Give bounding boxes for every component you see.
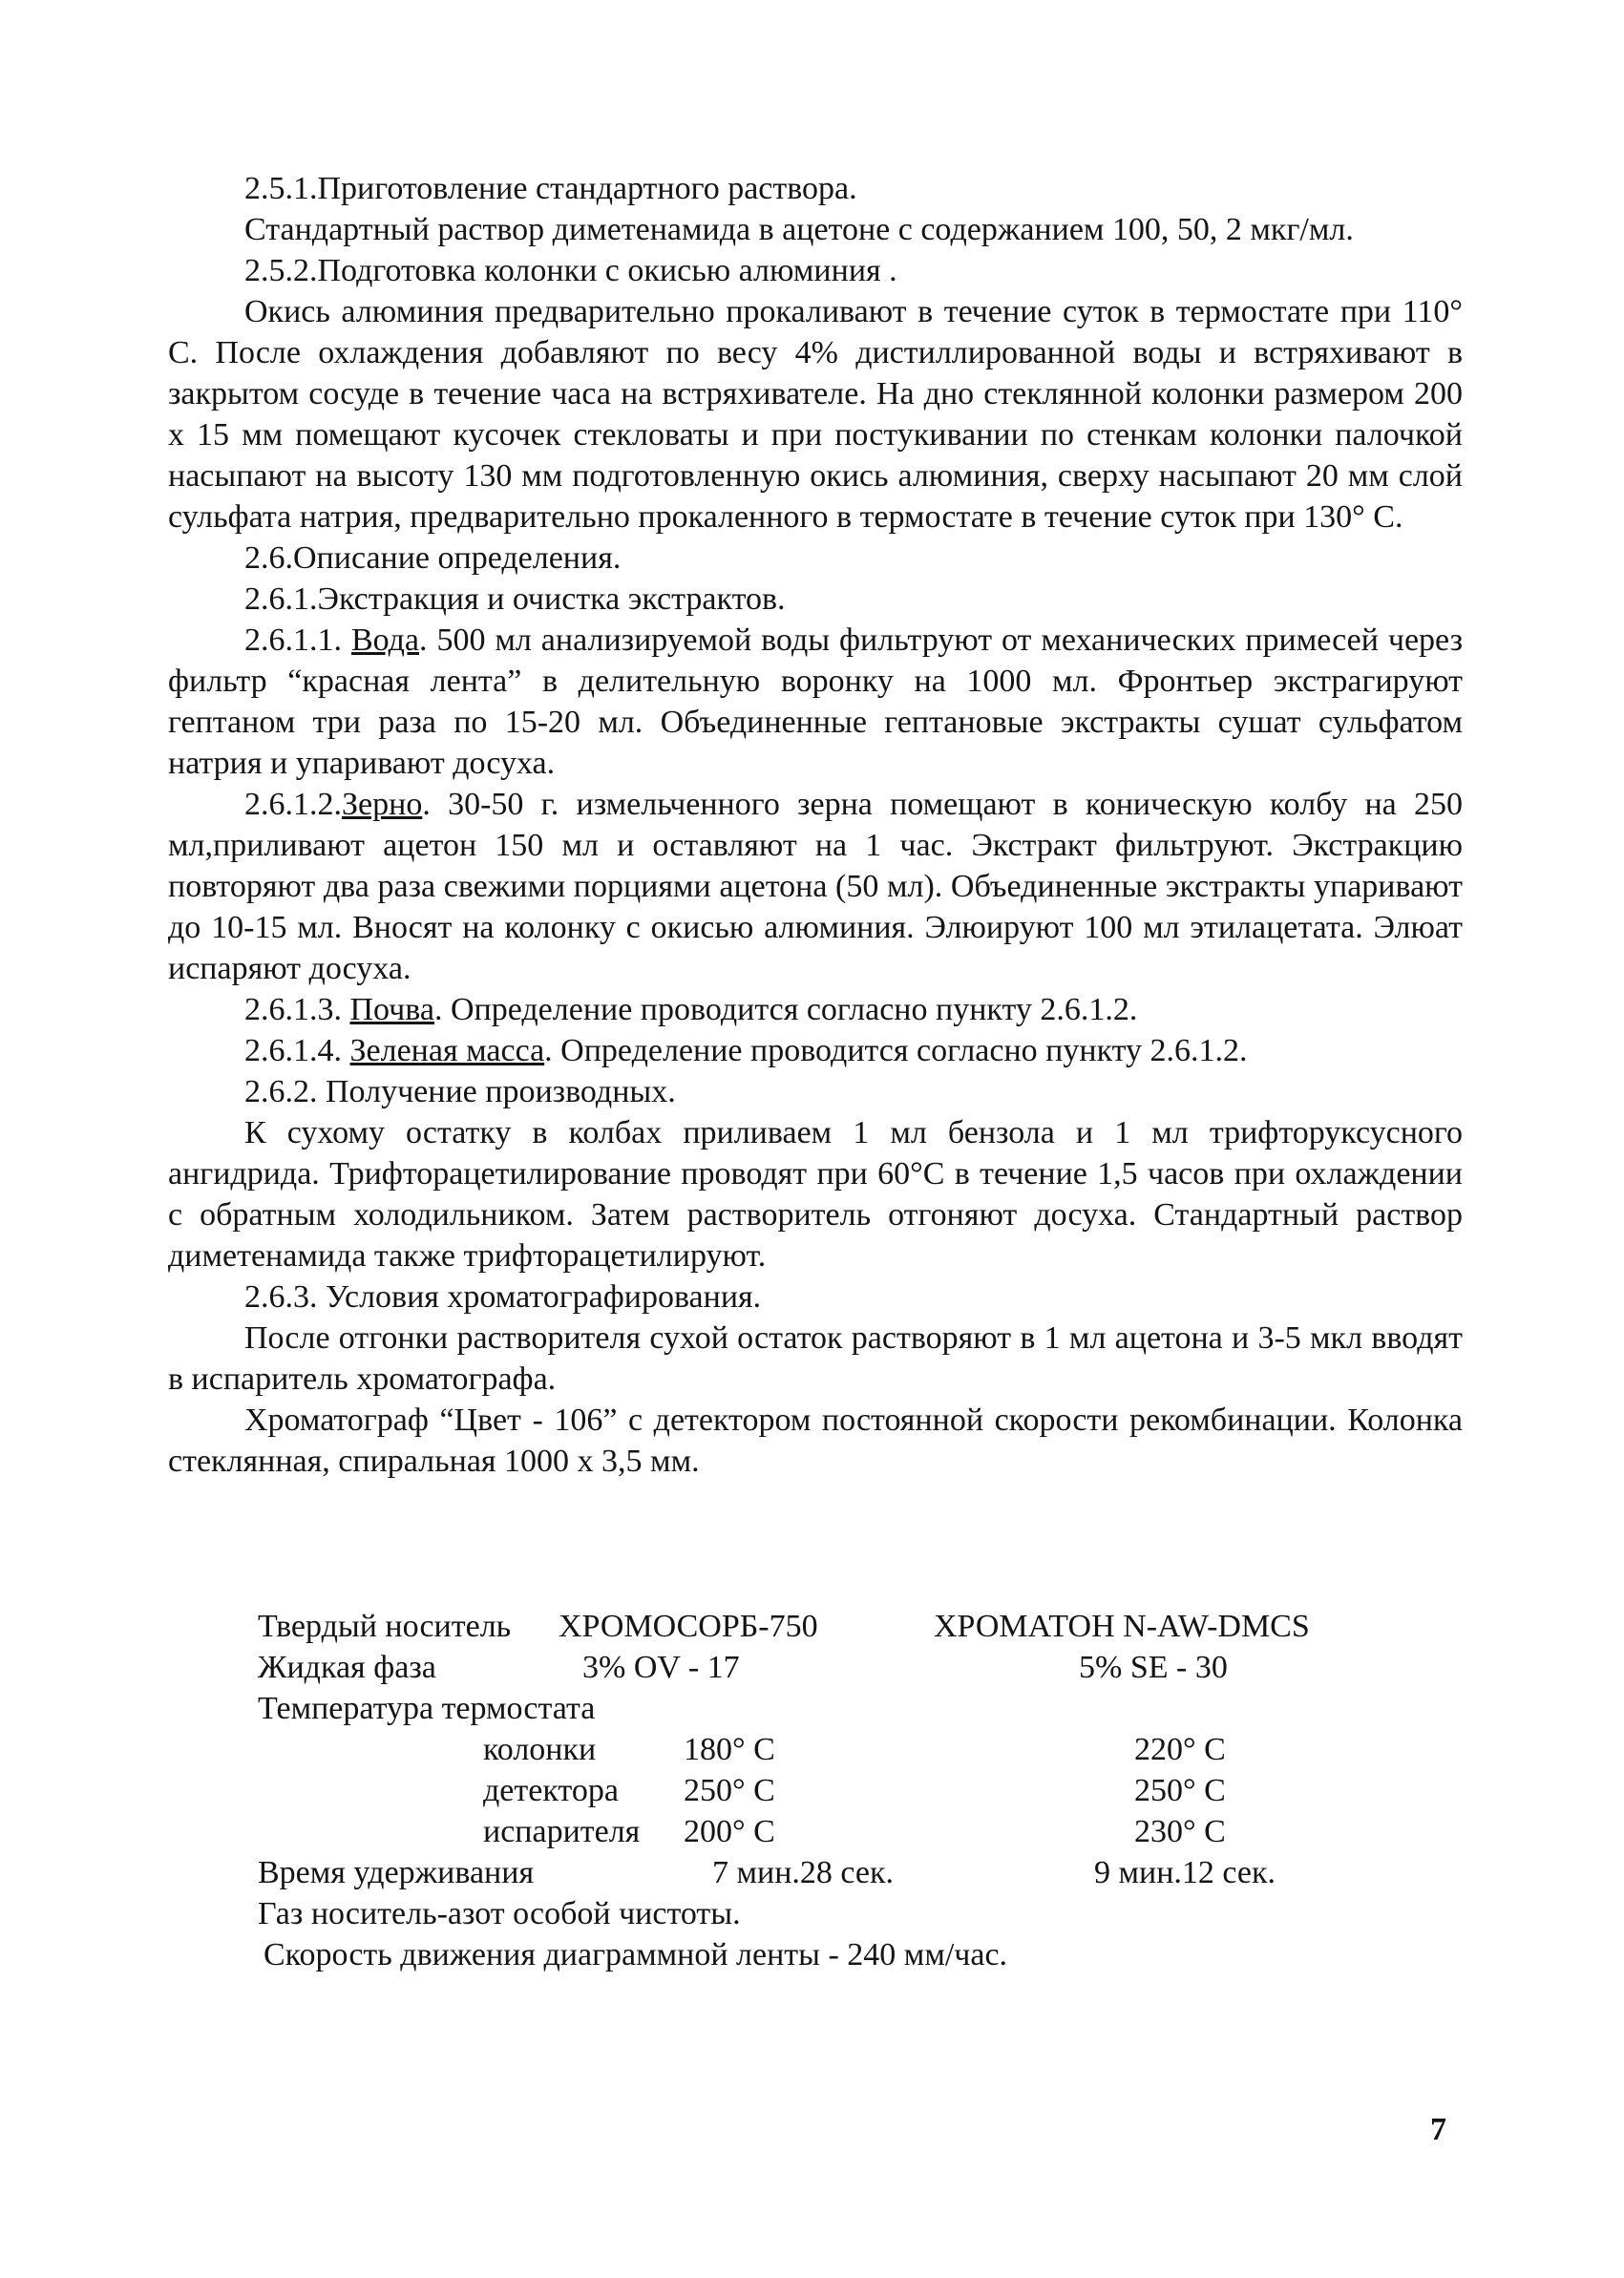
section-number: 2.6.1.2. bbox=[244, 787, 342, 822]
evaporator-label: испарителя bbox=[483, 1814, 641, 1849]
temperature-row bbox=[258, 1688, 1403, 1729]
underlined-label: Вода bbox=[350, 622, 420, 658]
column-temp-row bbox=[258, 1729, 1403, 1770]
gas-row bbox=[258, 1893, 1403, 1934]
page-number: 7 bbox=[1430, 2112, 1446, 2147]
carrier-row bbox=[258, 1606, 1403, 1647]
paragraph-2-6-1-3 bbox=[168, 989, 1463, 1030]
evaporator-value-2: 230° С bbox=[1134, 1814, 1226, 1849]
chart-speed-text: Скорость движения диаграммной ленты - 240 мм/час. bbox=[264, 1937, 1008, 1972]
section-number: 2.6.1.1. bbox=[244, 622, 342, 658]
retention-value-2: 9 мин.12 сек. bbox=[1094, 1855, 1276, 1890]
underlined-label: Зеленая масса bbox=[349, 1033, 545, 1068]
paragraph-2-6-3-b: Хроматограф “Цвет - 106” с детектором постоянной скорости рекомбинации. Колонка стеклянная, спиральная 1000 х 3,5 мм. bbox=[168, 1403, 1463, 1479]
phase-value-2: 5% SE - 30 bbox=[1079, 1650, 1228, 1685]
section-text: . 30-50 г. измельченного зерна помещают в коническую колбу на 250 мл,приливают ацетон 150 мл и оставляют на 1 час. Экстракт фильтруют. Экстракцию повторяют два раза свежими порциями ацетона (50 мл). Объединенные экстракты упаривают до 10-15 мл. Вносят на колонку с окисью алюминия. Элюируют 100 мл этилацетата. Элюат испаряют досуха. bbox=[168, 787, 1463, 986]
retention-label: Время удерживания bbox=[258, 1855, 535, 1890]
paragraph-2-5-2: Окись алюминия предварительно прокаливают в течение суток в термостате при 110° С. После охлаждения добавляют по весу 4% дистиллированной воды и встряхивают в закрытом сосуде в течение часа на встряхивателе. На дно стеклянной колонки размером 200 х 15 мм помещают кусочек стекловаты и при постукивании по стенкам колонки палочкой насыпают на высоту 130 мм подготовленную окись алюминия, сверху насыпают 20 мм слой сульфата натрия, предварительно прокаленного в термостате в течение суток при 130° С. bbox=[168, 294, 1463, 535]
carrier-label: Твердый носитель bbox=[258, 1609, 512, 1644]
paragraph-2-6-1-2 bbox=[168, 784, 1463, 989]
paragraph-2-6-1-4 bbox=[168, 1030, 1463, 1071]
detector-label: детектора bbox=[483, 1773, 619, 1808]
temperature-label: Температура термостата bbox=[258, 1691, 596, 1726]
evaporator-temp-row bbox=[258, 1811, 1403, 1852]
carrier-value-2: ХРОМАТОН N-AW-DMCS bbox=[934, 1609, 1310, 1644]
heading-2-6-3: 2.6.3. Условия хроматографирования. bbox=[244, 1279, 762, 1315]
paragraph-2-6-2: К сухому остатку в колбах приливаем 1 мл бензола и 1 мл трифторуксусного ангидрида. Трифторацетилирование проводят при 60°С в течение 1,5 часов при охлаждении с обратным холодильником. Затем растворитель отгоняют досуха. Стандартный раствор диметенамида также трифторацетилируют. bbox=[168, 1115, 1463, 1274]
heading-2-6-2: 2.6.2. Получение производных. bbox=[244, 1074, 676, 1109]
evaporator-value-1: 200° С bbox=[684, 1814, 775, 1849]
heading-2-6-1: 2.6.1.Экстракция и очистка экстрактов. bbox=[244, 581, 786, 617]
document-body bbox=[168, 168, 1463, 1482]
column-label: колонки bbox=[483, 1732, 597, 1767]
paragraph-2-6-1-1 bbox=[168, 620, 1463, 784]
heading-2-5-2: 2.5.2.Подготовка колонки с окисью алюминия . bbox=[244, 253, 897, 288]
chromatography-conditions bbox=[258, 1606, 1403, 1975]
column-value-1: 180° С bbox=[684, 1732, 775, 1767]
section-text: . Определение проводится согласно пункту 2.6.1.2. bbox=[433, 992, 1138, 1027]
detector-temp-row bbox=[258, 1770, 1403, 1811]
underlined-label: Зерно bbox=[342, 787, 423, 822]
carrier-gas-text: Газ носитель-азот особой чистоты. bbox=[258, 1896, 741, 1931]
section-number: 2.6.1.4. bbox=[244, 1033, 342, 1068]
underlined-label: Почва bbox=[349, 992, 434, 1027]
phase-label: Жидкая фаза bbox=[258, 1650, 436, 1685]
heading-2-6: 2.6.Описание определения. bbox=[244, 540, 622, 576]
speed-row bbox=[258, 1934, 1403, 1975]
paragraph-2-5-1: Стандартный раствор диметенамида в ацетоне с содержанием 100, 50, 2 мкг/мл. bbox=[244, 212, 1354, 247]
section-text: . 500 мл анализируемой воды фильтруют от механических примесей через фильтр “красная лента” в делительную воронку на 1000 мл. Фронтьер экстрагируют гептаном три раза по 15-20 мл. Объединенные гептановые экстракты сушат сульфатом натрия и упаривают досуха. bbox=[168, 622, 1463, 781]
paragraph-2-6-3-a: После отгонки растворителя сухой остаток растворяют в 1 мл ацетона и 3-5 мкл вводят в испаритель хроматографа. bbox=[168, 1320, 1463, 1397]
section-number: 2.6.1.3. bbox=[244, 992, 342, 1027]
phase-row bbox=[258, 1647, 1403, 1688]
column-value-2: 220° С bbox=[1134, 1732, 1226, 1767]
phase-value-1: 3% OV - 17 bbox=[582, 1650, 740, 1685]
detector-value-1: 250° С bbox=[684, 1773, 775, 1808]
carrier-value-1: ХРОМОСОРБ-750 bbox=[559, 1609, 818, 1644]
retention-value-1: 7 мин.28 сек. bbox=[712, 1855, 895, 1890]
heading-2-5-1: 2.5.1.Приготовление стандартного раствора. bbox=[244, 171, 857, 206]
detector-value-2: 250° С bbox=[1134, 1773, 1226, 1808]
section-text: . Определение проводится согласно пункту 2.6.1.2. bbox=[544, 1033, 1248, 1068]
retention-row bbox=[258, 1852, 1403, 1893]
